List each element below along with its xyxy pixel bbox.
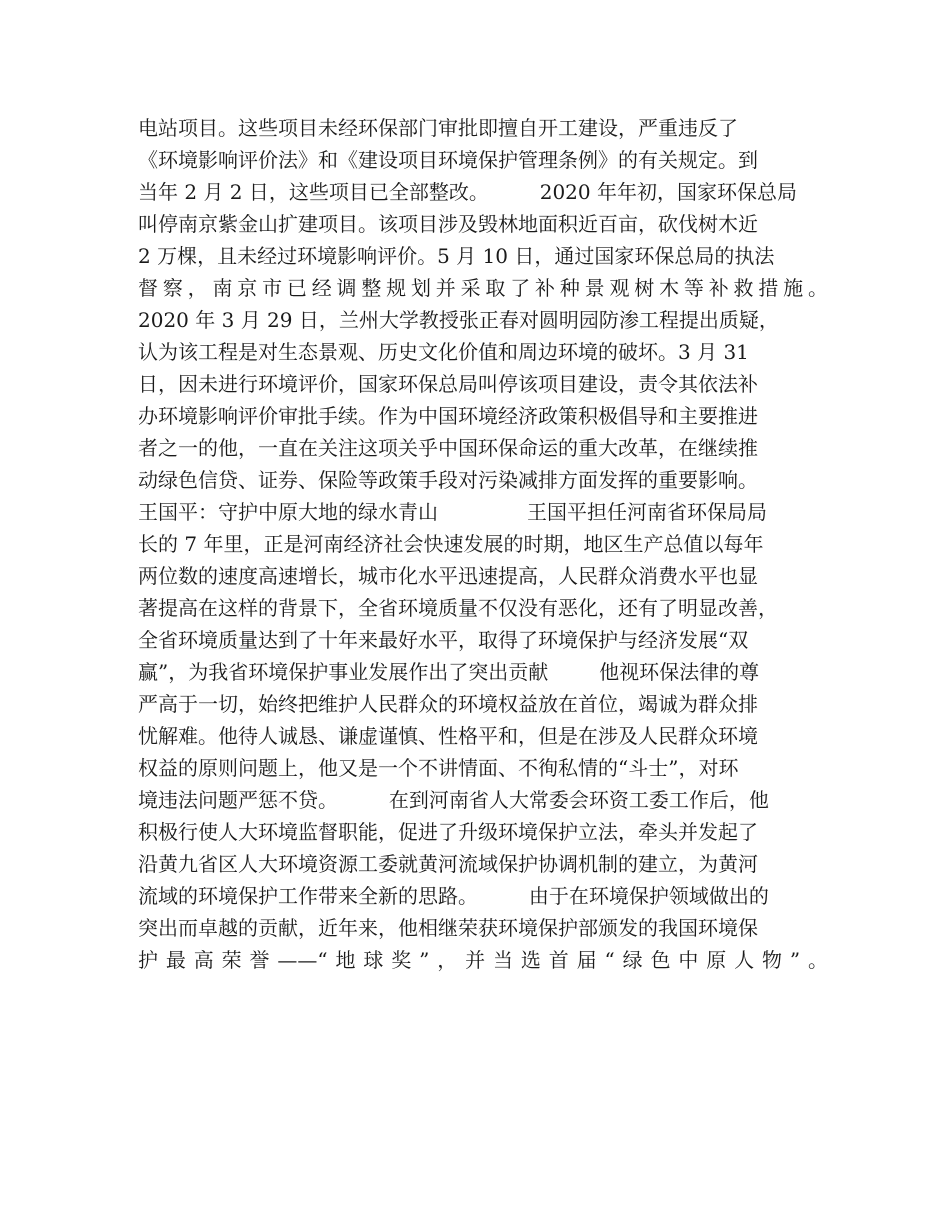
text-line: 2020 年 3 月 29 日，兰州大学教授张正春对圆明园防渗工程提出质疑， <box>138 308 779 332</box>
text-line: 叫停南京紫金山扩建项目。该项目涉及毁林地面积近百亩，砍伐树木近 <box>138 212 758 236</box>
text-line: 日，因未进行环境评价，国家环保总局叫停该项目建设，责令其依法补 <box>138 372 758 396</box>
text-line: 当年 2 月 2 日，这些项目已全部整改。 2020 年年初，国家环保总局 <box>138 180 797 204</box>
text-line: 《环境影响评价法》和《建设项目环境保护管理条例》的有关规定。到 <box>138 148 758 172</box>
text-line: 长的 7 年里，正是河南经济社会快速发展的时期，地区生产总值以每年 <box>138 532 764 556</box>
text-line: 者之一的他，一直在关注这项关乎中国环保命运的重大改革，在继续推 <box>138 436 758 460</box>
text-line: 2 万棵，且未经过环境影响评价。5 月 10 日，通过国家环保总局的执法 <box>138 244 775 268</box>
text-line: 动绿色信贷、证券、保险等政策手段对污染减排方面发挥的重要影响。 <box>138 468 758 492</box>
text-line: 沿黄九省区人大环境资源工委就黄河流域保护协调机制的建立，为黄河 <box>138 852 758 876</box>
text-line: 两位数的速度高速增长，城市化水平迅速提高，人民群众消费水平也显 <box>138 564 758 588</box>
text-line: 护最高荣誉——“地球奖”，并当选首届“绿色中原人物”。 <box>138 948 828 972</box>
text-line: 督察，南京市已经调整规划并采取了补种景观树木等补救措施。 <box>138 276 828 300</box>
text-line: 赢”，为我省环境保护事业发展作出了突出贡献 他视环保法律的尊 <box>138 660 760 684</box>
text-line: 权益的原则问题上，他又是一个不讲情面、不徇私情的“斗士”，对环 <box>138 756 739 780</box>
text-line: 全省环境质量达到了十年来最好水平，取得了环境保护与经济发展“双 <box>138 628 749 652</box>
text-line: 忧解难。他待人诚恳、谦虚谨慎、性格平和，但是在涉及人民群众环境 <box>138 724 758 748</box>
text-line: 积极行使人大环境监督职能，促进了升级环境保护立法，牵头并发起了 <box>138 820 758 844</box>
text-line: 突出而卓越的贡献，近年来，他相继荣获环境保护部颁发的我国环境保 <box>138 916 758 940</box>
text-line: 电站项目。这些项目未经环保部门审批即擅自开工建设，严重违反了 <box>138 116 738 140</box>
text-line: 著提高在这样的背景下，全省环境质量不仅没有恶化，还有了明显改善， <box>138 596 778 620</box>
body-text <box>138 112 828 976</box>
text-line: 严高于一切，始终把维护人民群众的环境权益放在首位，竭诚为群众排 <box>138 692 758 716</box>
text-line: 王国平：守护中原大地的绿水青山 王国平担任河南省环保局局 <box>138 500 768 524</box>
text-line: 认为该工程是对生态景观、历史文化价值和周边环境的破坏。3 月 31 <box>138 340 749 364</box>
text-line: 办环境影响评价审批手续。作为中国环境经济政策积极倡导和主要推进 <box>138 404 758 428</box>
text-line: 境违法问题严惩不贷。 在到河南省人大常委会环资工委工作后，他 <box>138 788 769 812</box>
text-line: 流域的环境保护工作带来全新的思路。 由于在环境保护领域做出的 <box>138 884 769 908</box>
